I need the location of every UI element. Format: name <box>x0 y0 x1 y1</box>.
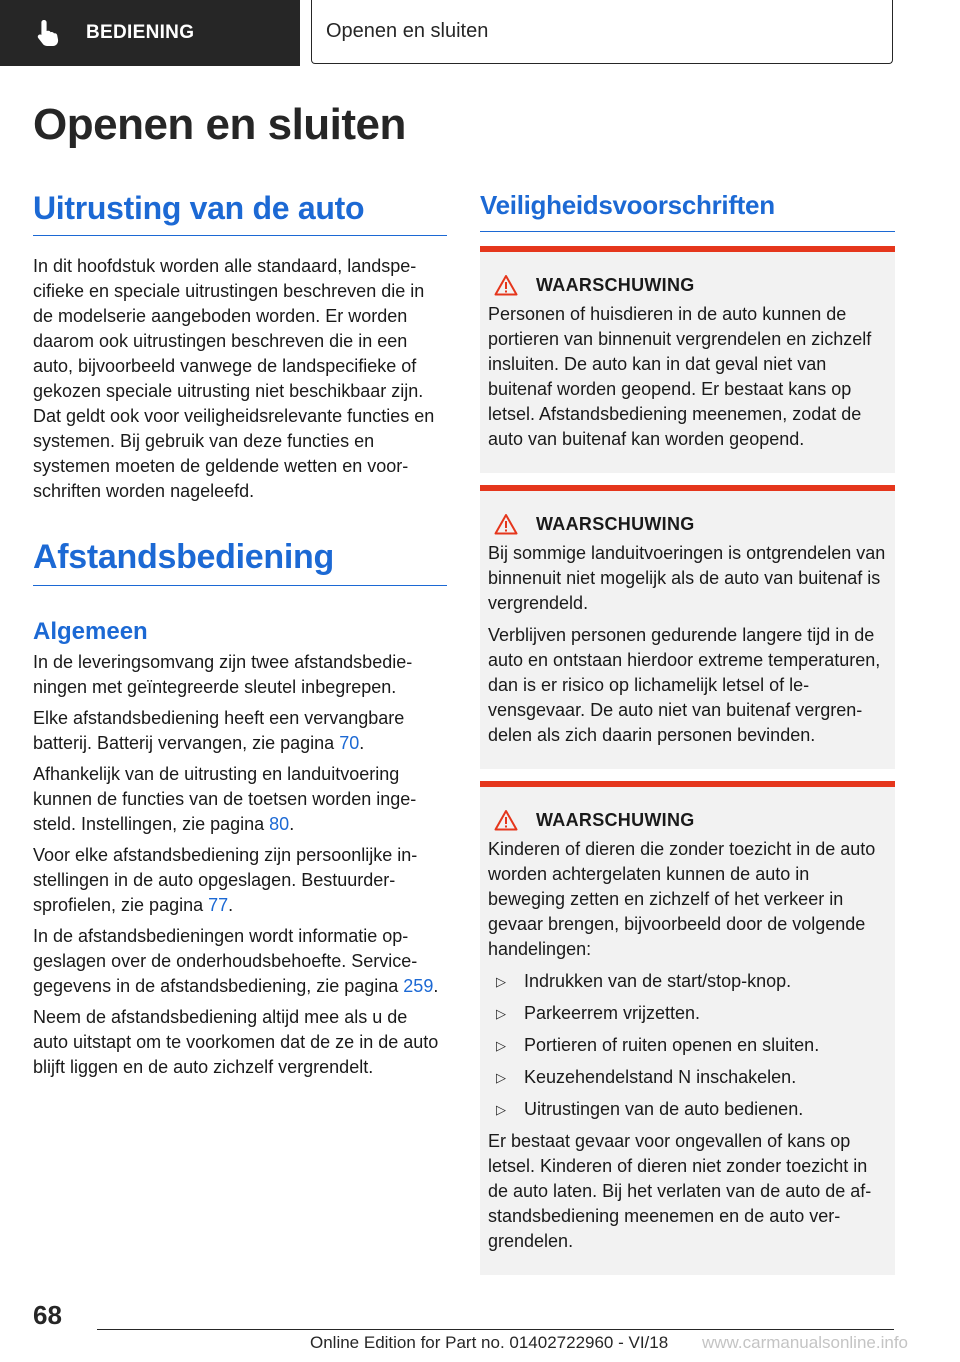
section-tab[interactable] <box>0 0 300 66</box>
list-item: ▷ Parkeerrem vrijzetten. <box>488 1001 887 1026</box>
warning-box-1 <box>480 246 895 473</box>
warning-box-2 <box>480 485 895 769</box>
paragraph-buttons: Afhankelijk van de uitrusting en landuitvoering kunnen de functies van de toetsen worden ingesteld. Instellingen, zie pagina 80. <box>33 764 417 834</box>
page-number: 68 <box>33 1300 62 1330</box>
action-list <box>488 969 887 1122</box>
right-column <box>480 190 895 1287</box>
triangle-bullet-icon: ▷ <box>496 1006 506 1021</box>
warning-triangle-icon <box>494 809 518 831</box>
warning-header <box>488 513 887 535</box>
edition-text: Online Edition for Part no. 01402722960 - VI/18 <box>310 1333 669 1352</box>
warning-box-3 <box>480 781 895 1275</box>
footer-divider <box>97 1329 894 1330</box>
watermark: www.carmanualsonline.info <box>702 1333 908 1352</box>
paragraph-profiles: Voor elke afstandsbediening zijn persoonlijke instellingen in de auto opgeslagen. Bestuurdersprofielen, zie pagina 77. <box>33 845 418 915</box>
chapter-label: Openen en sluiten <box>326 20 489 42</box>
page-link-77[interactable]: 77 <box>208 895 229 915</box>
list-item: ▷ Portieren of ruiten openen en sluiten. <box>488 1033 887 1058</box>
warning-text: Personen of huisdieren in de auto kunnen de portieren van binnenuit vergrendelen en zichzelf insluiten. De auto kan in dat geval niet van buitenaf worden geopend. Er bestaat kans op letsel. Afstandsbediening meenemen, zodat de auto van buitenaf kan worden geopend. <box>488 304 872 449</box>
pointing-hand-icon <box>36 18 64 48</box>
page-link-70[interactable]: 70 <box>339 733 360 753</box>
triangle-bullet-icon: ▷ <box>496 1070 506 1085</box>
list-item: ▷ Indrukken van de start/stop-knop. <box>488 969 887 994</box>
page-title: Openen en sluiten <box>33 100 406 149</box>
warning-triangle-icon <box>494 513 518 535</box>
paragraph-take-remote: Neem de afstandsbediening altijd mee als u de auto uitstapt om te voorkomen dat de ze in de auto blijft liggen en de auto zichzelf vergrendelt. <box>33 1007 439 1077</box>
equipment-paragraph: In dit hoofdstuk worden alle standaard, landspecifieke en speciale uitrustingen beschreven die in de modelserie aangeboden worden. Er worden daarom ook uitrustingen beschreven die in een auto, bijvoorbeeld vanwege de landspecifieke of gekozen speciale uitrusting niet beschikbaar zijn. Dat geldt ook voor veiligheidsrelevante functies en systemen. Bij gebruik van deze functies en systemen moeten de geldende wetten en voorschriften worden nageleefd. <box>33 256 435 501</box>
left-column <box>33 190 447 1086</box>
section-label: BEDIENING <box>86 22 195 43</box>
paragraph-battery: Elke afstandsbediening heeft een vervangbare batterij. Batterij vervangen, zie pagina 70. <box>33 708 405 753</box>
page-link-259[interactable]: 259 <box>403 976 434 996</box>
warning-text: Er bestaat gevaar voor ongevallen of kans op letsel. Kinderen of dieren niet zonder toezicht in de auto laten. Bij het verlaten van de auto de afstandsbediening meenemen en de auto vergrendelen. <box>488 1131 872 1251</box>
section-title-equipment: Uitrusting van de auto <box>33 190 447 236</box>
warning-text: Kinderen of dieren die zonder toezicht in de auto worden achtergelaten kunnen de auto in beweging zetten en zichzelf of het verkeer in gevaar brengen, bijvoorbeeld door de volgende handelingen: <box>488 839 876 959</box>
paragraph-scope: In de leveringsomvang zijn twee afstandsbedieningen met geïntegreerde sleutel inbegrepen. <box>33 652 413 697</box>
warning-label: WAARSCHUWING <box>536 809 695 830</box>
warning-triangle-icon <box>494 274 518 296</box>
list-item: ▷ Keuzehendelstand N inschakelen. <box>488 1065 887 1090</box>
chapter-tab[interactable] <box>311 0 893 64</box>
warning-text: Verblijven personen gedurende langere tijd in de auto en ontstaan hierdoor extreme temperaturen, dan is er risico op lichamelijk letsel of levensgevaar. De auto niet van buitenaf vergrendelen als zich daarin personen bevinden. <box>488 625 881 745</box>
warning-header <box>488 274 887 296</box>
triangle-bullet-icon: ▷ <box>496 1102 506 1117</box>
list-item: ▷ Uitrustingen van de auto bedienen. <box>488 1097 887 1122</box>
warning-text: Bij sommige landuitvoeringen is ontgrendelen van binnenuit niet mogelijk als de auto van buitenaf is vergrendeld. <box>488 543 886 613</box>
triangle-bullet-icon: ▷ <box>496 974 506 989</box>
page-header <box>0 0 960 66</box>
section-title-remote: Afstandsbediening <box>33 538 447 586</box>
warning-header <box>488 809 887 831</box>
triangle-bullet-icon: ▷ <box>496 1038 506 1053</box>
page-link-80[interactable]: 80 <box>269 814 290 834</box>
warning-label: WAARSCHUWING <box>536 513 695 534</box>
subsection-title-general: Algemeen <box>33 618 148 645</box>
paragraph-service: In de afstandsbedieningen wordt informatie opgeslagen over de onderhoudsbehoefte. Servicegegevens in de afstandsbediening, zie pagina 259. <box>33 926 439 996</box>
section-title-safety: Veiligheidsvoorschriften <box>480 190 895 232</box>
warning-label: WAARSCHUWING <box>536 274 695 295</box>
